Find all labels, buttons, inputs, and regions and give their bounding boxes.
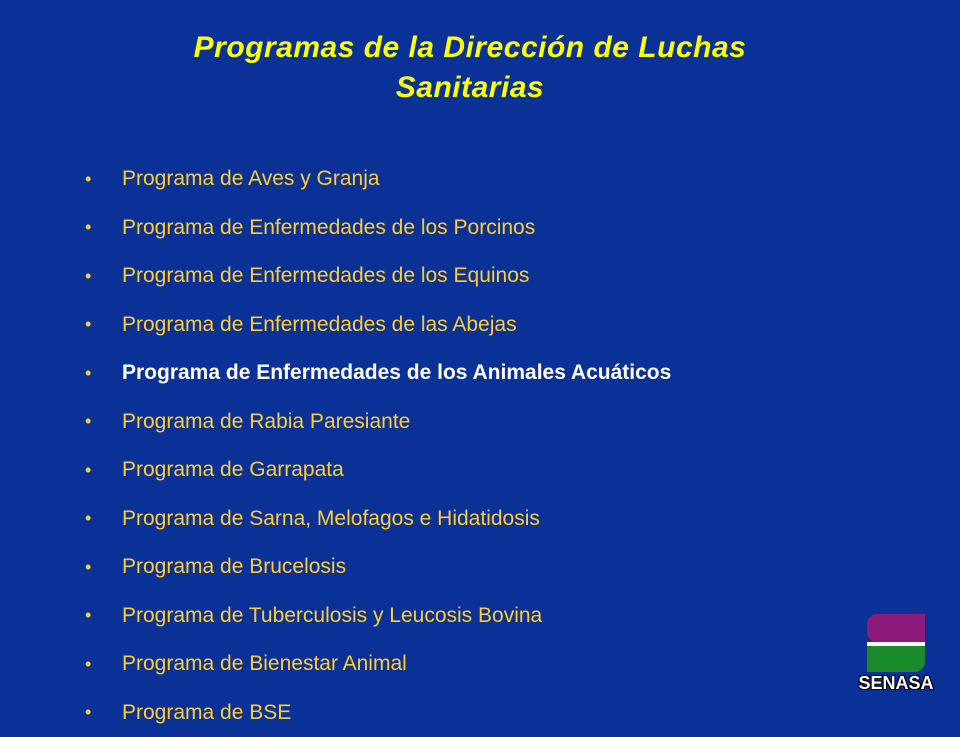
list-item-label: Programa de Enfermedades de los Porcinos bbox=[122, 216, 535, 240]
list-item bbox=[85, 155, 671, 204]
list-item bbox=[85, 204, 671, 253]
list-item-label: Programa de Garrapata bbox=[122, 458, 344, 482]
bullet-icon: • bbox=[85, 363, 122, 384]
program-list bbox=[85, 155, 671, 737]
list-item-label: Programa de Bienestar Animal bbox=[122, 652, 407, 676]
list-item bbox=[85, 640, 671, 689]
bullet-icon: • bbox=[85, 654, 122, 675]
logo-green-bar bbox=[867, 646, 925, 672]
bullet-icon: • bbox=[85, 605, 122, 626]
list-item bbox=[85, 301, 671, 350]
list-item-label: Programa de Enfermedades de los Animales Acuáticos bbox=[122, 361, 671, 385]
bullet-icon: • bbox=[85, 508, 122, 529]
bullet-icon: • bbox=[85, 557, 122, 578]
bullet-icon: • bbox=[85, 314, 122, 335]
list-item bbox=[85, 592, 671, 641]
bullet-icon: • bbox=[85, 217, 122, 238]
slide-title bbox=[0, 28, 940, 108]
list-item bbox=[85, 446, 671, 495]
list-item bbox=[85, 252, 671, 301]
slide-title-line-2: Sanitarias bbox=[0, 68, 940, 108]
list-item bbox=[85, 543, 671, 592]
bullet-icon: • bbox=[85, 266, 122, 287]
list-item bbox=[85, 689, 671, 737]
list-item-label: Programa de Rabia Paresiante bbox=[122, 410, 410, 434]
list-item-label: Programa de Enfermedades de las Abejas bbox=[122, 313, 517, 337]
list-item-label: Programa de Enfermedades de los Equinos bbox=[122, 264, 529, 288]
bullet-icon: • bbox=[85, 411, 122, 432]
bullet-icon: • bbox=[85, 460, 122, 481]
list-item bbox=[85, 398, 671, 447]
senasa-logo bbox=[848, 612, 948, 702]
list-item-label: Programa de Sarna, Melofagos e Hidatidosis bbox=[122, 507, 540, 531]
list-item-label: Programa de Aves y Granja bbox=[122, 167, 380, 191]
bullet-icon: • bbox=[85, 169, 122, 190]
list-item bbox=[85, 349, 671, 398]
slide-title-line-1: Programas de la Dirección de Luchas bbox=[0, 28, 940, 68]
list-item bbox=[85, 495, 671, 544]
list-item-label: Programa de Brucelosis bbox=[122, 555, 346, 579]
logo-purple-bar bbox=[867, 614, 925, 642]
bullet-icon: • bbox=[85, 702, 122, 723]
logo-text: SENASA bbox=[848, 673, 944, 694]
list-item-label: Programa de Tuberculosis y Leucosis Bovina bbox=[122, 604, 542, 628]
list-item-label: Programa de BSE bbox=[122, 701, 291, 725]
